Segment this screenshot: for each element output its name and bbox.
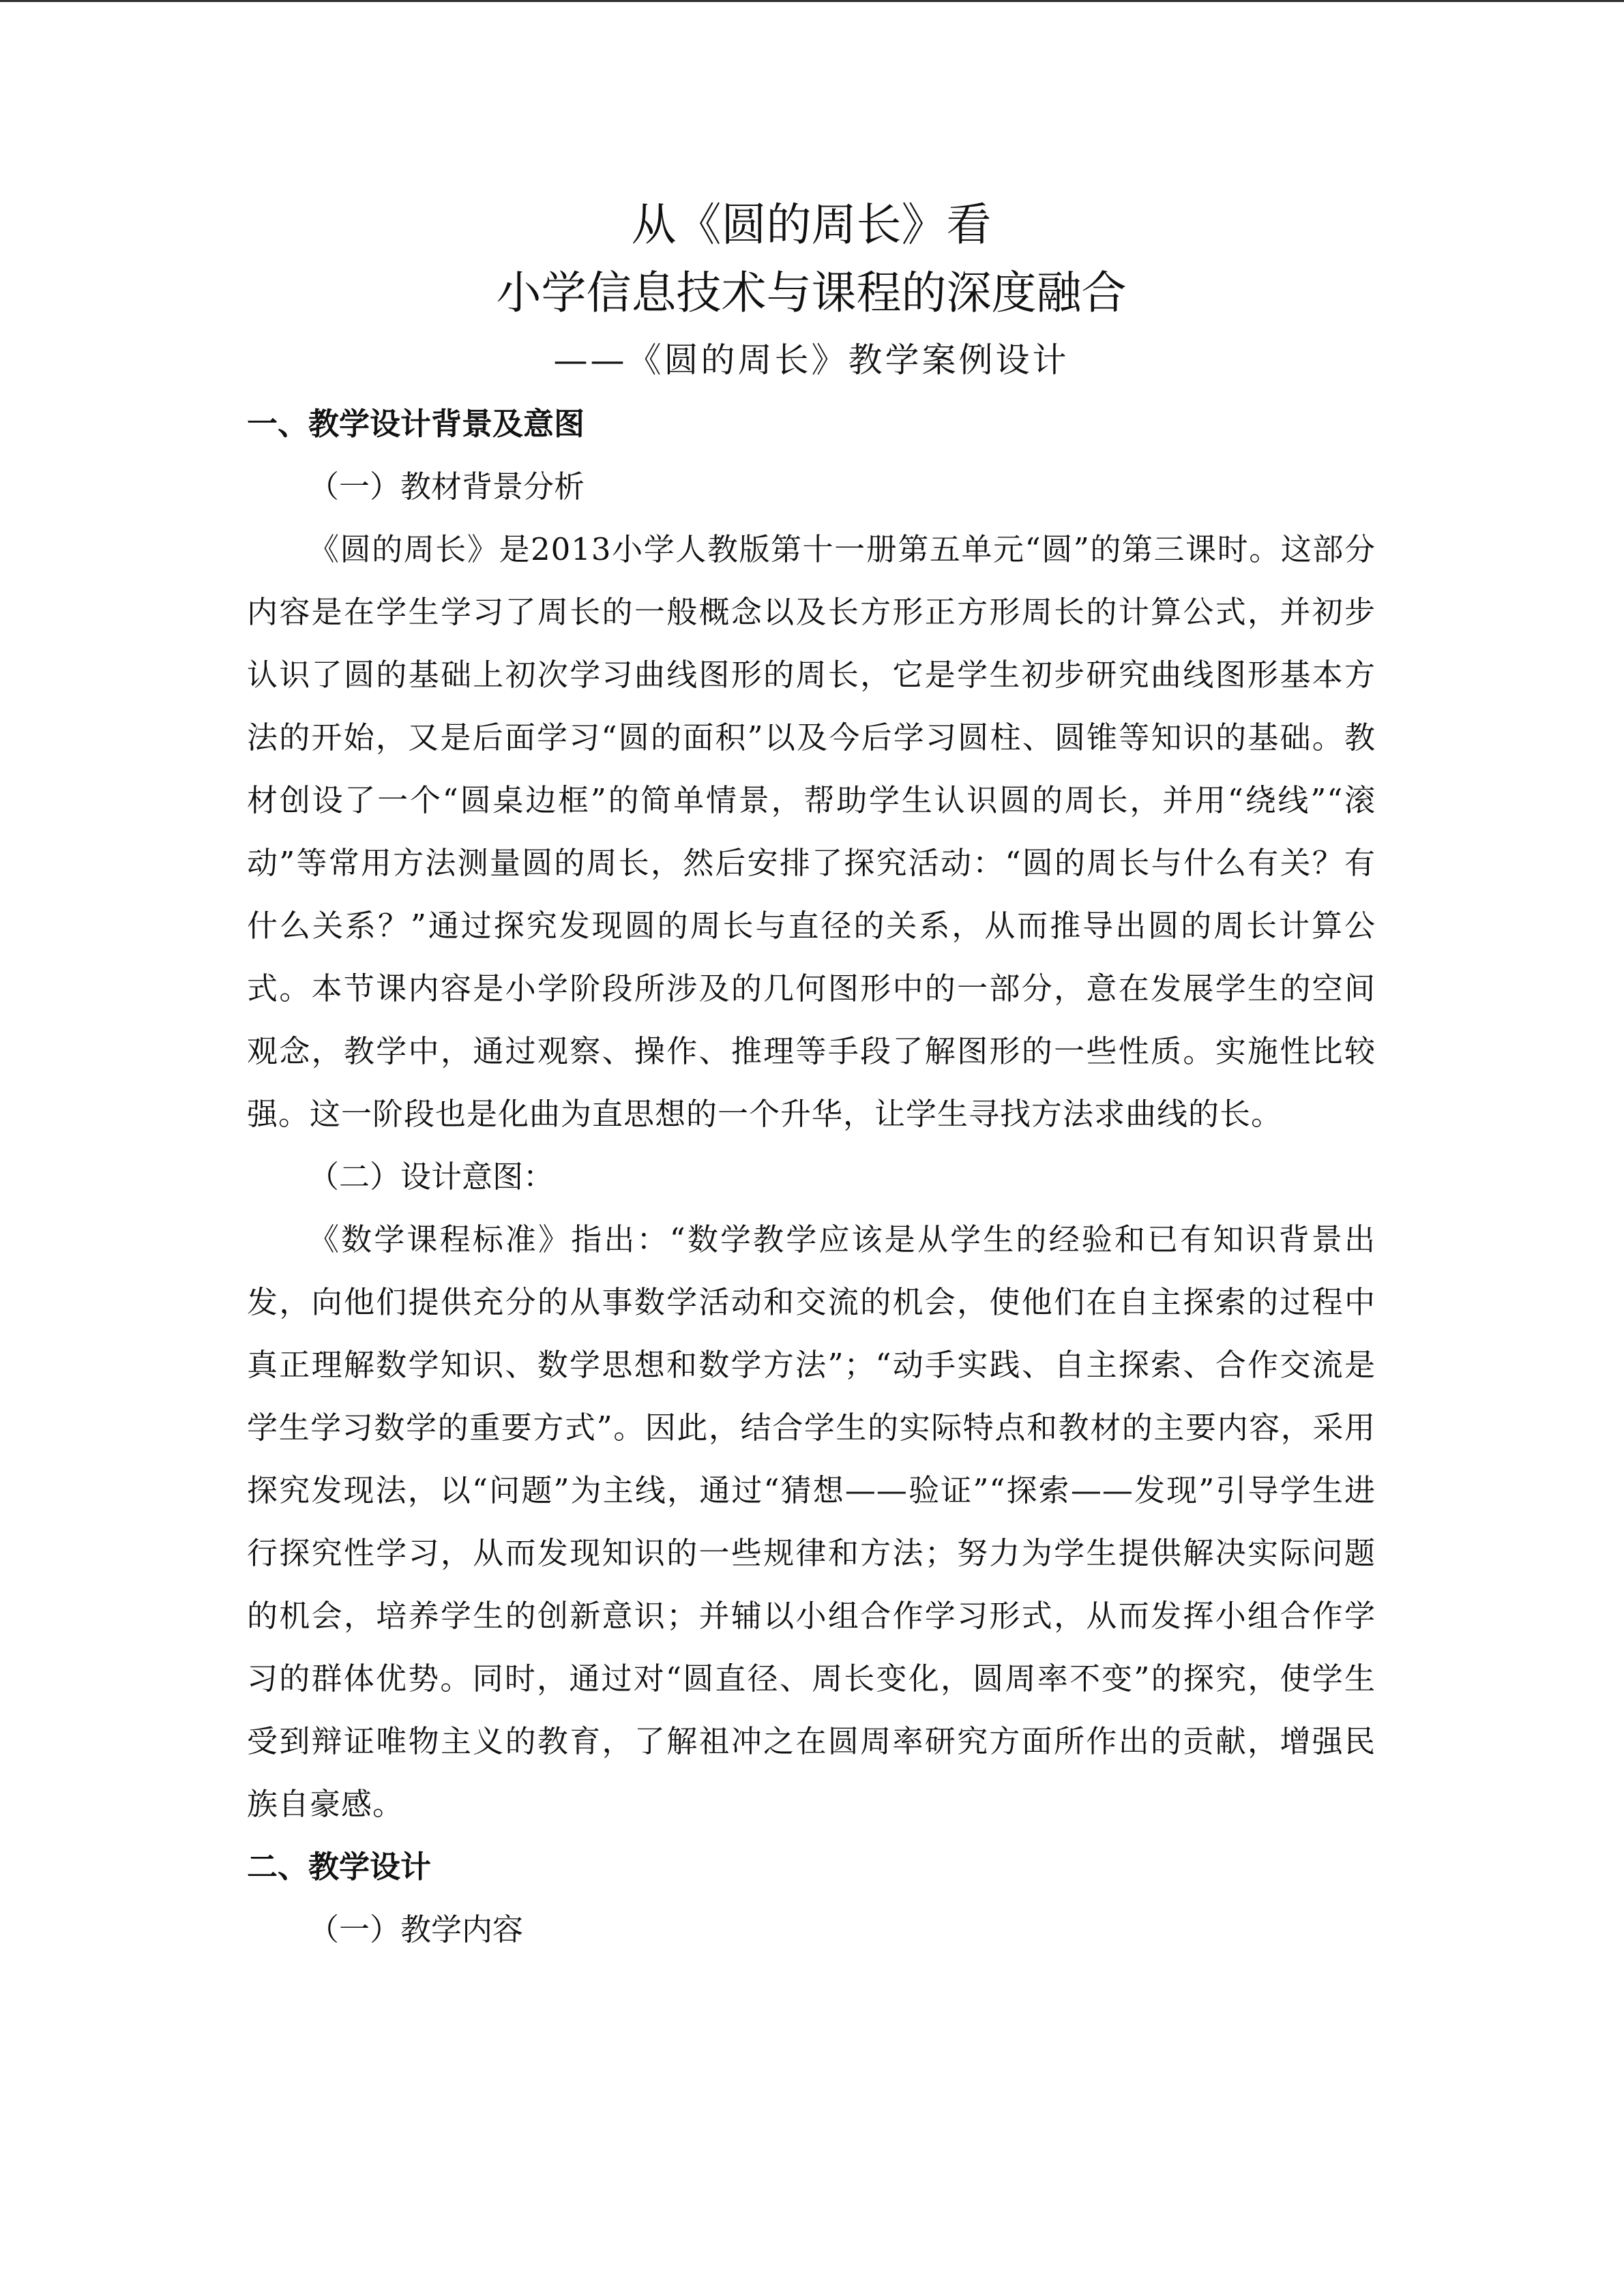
section-1-subheading-1: （一）教材背景分析 xyxy=(308,468,585,505)
section-2-heading: 二、教学设计 xyxy=(247,1849,432,1885)
section-1-heading: 一、教学设计背景及意图 xyxy=(247,406,585,442)
section-1-paragraph-1: 《圆的周长》是2013小学人教版第十一册第五单元“圆”的第三课时。这部分内容是在学生学习了周长的一般概念以及长方形正方形周长的计算公式，并初步认识了圆的基础上初次学习曲线图形的周长，它是学生初步研究曲线图形基本方法的开始，又是后面学习“圆的面积”以及今后学习圆柱、圆锥等知识的基础。教材创设了一个“圆桌边框”的简单情景，帮助学生认识圆的周长，并用“绕线”“滚动”等常用方法测量圆的周长，然后安排了探究活动：“圆的周长与什么有关？有什么关系？”通过探究发现圆的周长与直径的关系，从而推导出圆的周长计算公式。本节课内容是小学阶段所涉及的几何图形中的一部分，意在发展学生的空间观念，教学中，通过观察、操作、推理等手段了解图形的一些性质。实施性比较强。这一阶段也是化曲为直思想的一个升华，让学生寻找方法求曲线的长。 xyxy=(247,531,1376,1132)
subtitle: ——《圆的周长》教学案例设计 xyxy=(553,340,1069,380)
page-top-border xyxy=(0,0,1624,2)
title-line-1: 从《圆的周长》看 xyxy=(631,198,992,251)
title-line-2: 小学信息技术与课程的深度融合 xyxy=(496,267,1127,319)
section-1-paragraph-2: 《数学课程标准》指出：“数学教学应该是从学生的经验和已有知识背景出发，向他们提供充分的从事数学活动和交流的机会，使他们在自主探索的过程中真正理解数学知识、数学思想和数学方法”；“动手实践、自主探索、合作交流是学生学习数学的重要方式”。因此，结合学生的实际特点和教材的主要内容，采用探究发现法，以“问题”为主线，通过“猜想——验证”“探索——发现”引导学生进行探究性学习，从而发现知识的一些规律和方法；努力为学生提供解决实际问题的机会，培养学生的创新意识；并辅以小组合作学习形式，从而发挥小组合作学习的群体优势。同时，通过对“圆直径、周长变化，圆周率不变”的探究，使学生受到辩证唯物主义的教育，了解祖冲之在圆周率研究方面所作出的贡献，增强民族自豪感。 xyxy=(247,1221,1376,1822)
document-page xyxy=(247,191,1376,1961)
section-1-subheading-2: （二）设计意图： xyxy=(308,1159,555,1195)
section-2-subheading-1: （一）教学内容 xyxy=(308,1911,524,1948)
